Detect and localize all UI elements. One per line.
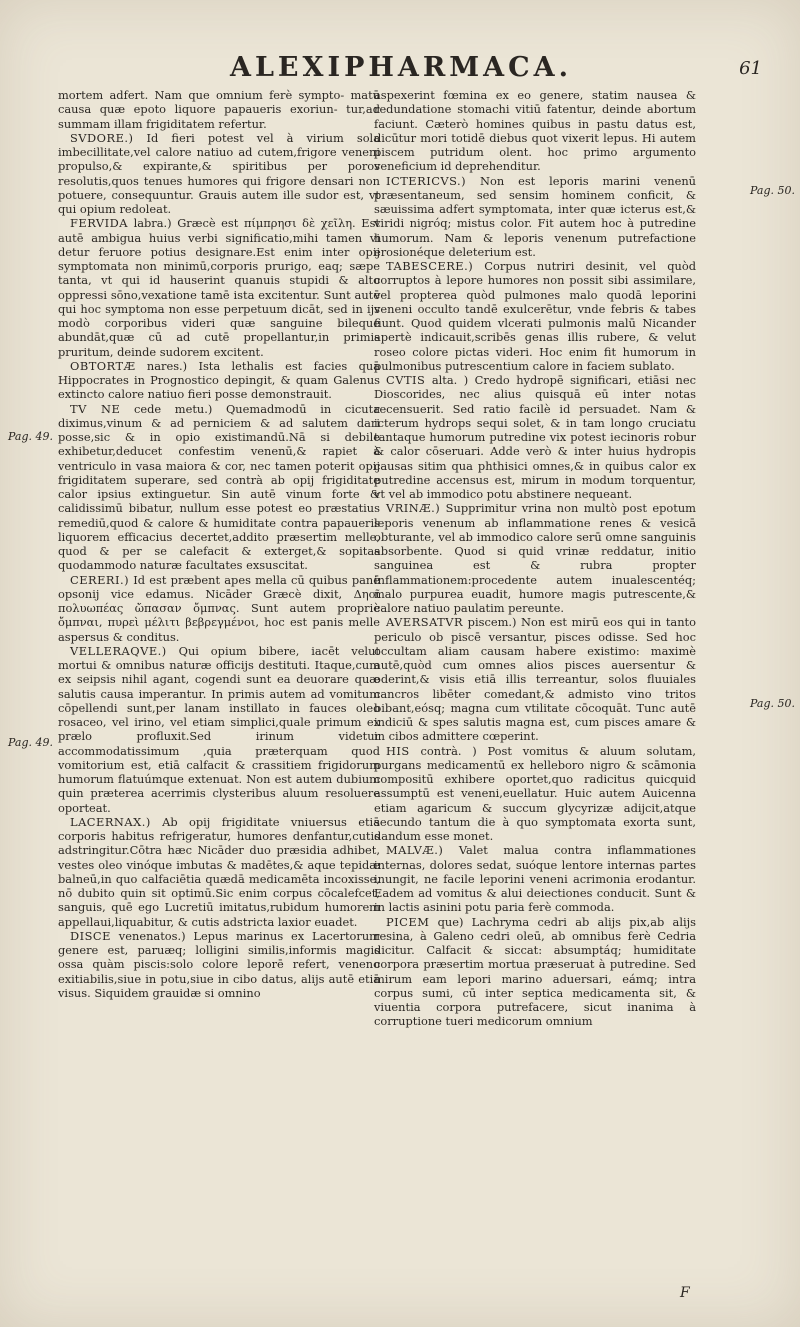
paragraph-text: Ab opij frigiditate vniuersus etiā corporis habitus refrigeratur, humores denfantur,cutis adstringitur.Cōtra hæc Nicāder duo præsidia adhibet, vestes oleo vinóque imbutas & madētes,& aque tepidæ balneū,in quo calfaciētia quædā medicamēta incoxisse, nō dubito quin sit optimū.Sic enim corpus cōcalefcet, sanguis, quē ego Lucretiū imitatus,rubidum humorem appellaui,liquabitur, & cutis adstricta laxior euadet. bbox=[58, 814, 380, 929]
paragraph-text: venenatos.) Lepus marinus ex Lacertorum genere est, paruæq; lolligini similis,informis magis ossa quàm piscis:solo colore leporē refert, veneno exitiabilis,siue in potu,siue in cibo datus, alijs autē etiā visus. Siquidem grauidæ si omnino bbox=[58, 928, 380, 1000]
margin-note-right-1: Pag. 50. bbox=[750, 184, 795, 197]
paragraph-text: piscem.) Non est mirū eos qui in tanto periculo ob piscē versantur, pisces odisse. Sed hoc occultam aliam causam habere existimo: maximè autē,quòd cum omnes alios pisces auersentur & oderint,& visis etiā illis terreantur, solos fluuiales cancros libēter comedant,& admisto vino tritos bibant,eósq; magna cum vtilitate cōcoquāt. Tunc autē indiciū & spes salutis magna est, cum pisces amare & in cibos admittere cœperint. bbox=[374, 615, 696, 744]
paragraph-text: Supprimitur vrina non multò post epotum leporis venenum ab inflammatione renes & vesicā obturante, vel ab immodico calore serū omne sanguinis absorbente. Quod si quid vrinæ reddatur, initio sanguinea est & rubra propter inflammationem:procedente autem inualescentéq; malo purpurea euadit, humore magis putrescente,& calore natiuo paulatim pereunte. bbox=[374, 501, 696, 615]
lemma: VRINÆ.) bbox=[386, 501, 441, 516]
paragraph bbox=[374, 373, 696, 501]
margin-note-right-2: Pag. 50. bbox=[750, 697, 795, 710]
page-header bbox=[0, 52, 800, 88]
paragraph-text: aspexerint fœmina ex eo genere, statim nausea & redundatione stomachi vitiū fatentur, deinde abortum faciunt. Cæterò homines quibus in pastu datus est, dicūtur mori totidē diebus quot vixerit lepus. Hi autem piscem putridum olent. hoc primo argumento veneficium id deprehenditur. bbox=[374, 88, 696, 174]
paragraph-text: mortem adfert. Nam que omnium ferè sympto- matū causa quæ epoto liquore papaueris exoriun- tur,ad summam illam frigiditatem refertur. bbox=[58, 88, 380, 131]
paragraph-text: que) Lachryma cedri ab alijs pix,ab alijs resina, à Galeno cedri oleū, ab omnibus ferè Cedria dicitur. Calfacit & siccat: absumptáq; humiditate corpora præsertim mortua præseruat à putredine. Sed mirum eam lepori marino aduersari, eámq; intra corpus sumi, cū inter septica medicamenta sit, & viuentia corpora putrefacere, sicut inanima à corruptione tueri medicorum omnium bbox=[374, 914, 696, 1029]
lemma: ICTERICVS.) bbox=[386, 173, 467, 188]
paragraph bbox=[58, 815, 380, 929]
lemma: FERVIDA bbox=[70, 216, 128, 231]
lemma: LACERNAX.) bbox=[70, 814, 151, 829]
signature-mark: F bbox=[680, 1285, 690, 1301]
paragraph-text: labra.) Græcè est πίμπρησι δὲ χεῖλη. Est autē ambigua huius verbi significatio,mihi tamen vi detur feruore potius designare.Est enim inter opij symptomata non minimū,corporis prurigo, eaq; sæpe tanta, vt qui id hauserint quanuis stupidi & alto oppressi sōno,vexatione tamē ista excitentur. Sunt autē qui hoc symptoma non esse perpetuum dicāt, sed in ijs modò corporibus videri quæ sanguine bileque abundāt,quæ cū ad cutē propellantur,in primis pruritum, deinde sudorem excitent. bbox=[58, 216, 380, 359]
paragraph-text: Qui opium bibere, iacēt velut mortui & omnibus naturæ officijs destituti. Itaque,cum ex seipsis nihil agant, cogendi sunt ea deuorare quæ salutis causa imperantur. In primis autem ad vomitum cōpellendi sunt,per lanam instillato in fauces oleo rosaceo, vel irino, vel etiam simplici,quale primum ex prælo profluxit.Sed irinum videtur accommodatissimum ,quia præterquam quod vomitorium est, etiā calfacit & crassitiem frigidorum humorum flatuúmque extenuat. Non est autem dubium quin præterea acerrimis clysteribus aluum resoluere oporteat. bbox=[58, 643, 380, 815]
paragraph bbox=[58, 88, 380, 131]
paragraph bbox=[58, 929, 380, 1000]
paragraph-text: Corpus nutriri desinit, vel quòd corruptos à lepore humores non possit sibi assimilare, vel propterea quòd pulmones malo quodā leporini veneni occulto tandē exulcerētur, vnde febris & tabes fiunt. Quod quidem vlcerati pulmonis malū Nicander apertè indicauit,scribēs genas illis rubere, & velut roseo colore pictas videri. Hoc enim fit humorum in pulmonibus putrescentium calore in faciem sublato. bbox=[374, 259, 696, 373]
paragraph-text: nares.) Ista lethalis est facies quā Hippocrates in Prognostico depingit, & quam Galenus extincto calore natiuo fieri posse demonstrauit. bbox=[58, 358, 380, 402]
lemma: PICEM bbox=[386, 914, 430, 929]
paragraph bbox=[58, 359, 380, 402]
paragraph-text: Id est præbent apes mella cū quibus panē opsonij vice edamus. Nicāder Græcè dixit, Δηοῖ πολυωπέας ὤπασαν ὄμπνας. Sunt autem propriè ὄμπναι, πυρεὶ μέλιτι βεβρεγμένοι, hoc est panis melle aspersus & conditus. bbox=[58, 572, 380, 644]
lemma: TABESCERE.) bbox=[386, 259, 474, 273]
paragraph bbox=[58, 216, 380, 359]
lemma: MALVÆ.) bbox=[386, 843, 444, 858]
paragraph bbox=[58, 573, 380, 644]
paragraph-text: Id fieri potest vel à virium sola imbecillitate,vel calore natiuo ad cutem,frigore veneni propulso,& expirante,& spiritibus per poros resolutis,quos tenues humores qui frigore densari non potuere, consequuntur. Grauis autem ille sudor est, vt qui opium redoleat. bbox=[58, 130, 380, 216]
left-column bbox=[58, 88, 380, 1000]
paragraph bbox=[374, 174, 696, 260]
lemma: TV NE bbox=[70, 401, 121, 416]
lemma: OBTORTÆ bbox=[70, 358, 136, 373]
paragraph bbox=[374, 744, 696, 844]
paragraph-text: Non est leporis marini venenū præsentaneum, sed sensim hominem conficit, & sæuissima adfert symptomata, inter quæ icterus est,& viridi nigróq; mistus color. Fit autem hoc à putredine humorum. Nam & leporis venenum putrefactione erosionéque deleterium est. bbox=[374, 173, 696, 259]
lemma: VELLERAQVE.) bbox=[70, 643, 167, 658]
lemma: CERERI.) bbox=[70, 572, 130, 587]
paragraph bbox=[374, 615, 696, 743]
paragraph bbox=[58, 131, 380, 217]
lemma: HIS bbox=[386, 743, 410, 758]
paragraph bbox=[374, 501, 696, 615]
lemma: DISCE bbox=[70, 928, 111, 943]
paragraph bbox=[374, 259, 696, 373]
lemma: AVERSATVR bbox=[386, 615, 464, 630]
paragraph-text: cede metu.) Quemadmodū in cicuta diximus,vinum & ad perniciem & ad salutem dari posse,sic & in opio existimandū.Nā si debile exhibetur,deducet confestim venenū,& rapiet à ventriculo in vasa maiora & cor, nec tamen poterit opij frigiditatem superare, sed contrà ab opij frigiditate calor ipsius extinguetur. Sin autē vinum forte & calidissimū bibatur, nullum esse potest eo præstatius remediū,quod & calore & humiditate contra papaueris liquorem efficacius decertet,addito præsertim melle, quod & per se calefacit & exterget,& sopitas quodammodo naturæ facultates exsuscitat. bbox=[58, 401, 380, 573]
paragraph bbox=[374, 915, 696, 1029]
paragraph bbox=[58, 402, 380, 573]
paragraph bbox=[374, 843, 696, 914]
paragraph-text: Valet malua contra inflammationes internas, dolores sedat, suóque lentore internas partes inungit, ne facile leporini veneni acrimonia erodantur. Eadem ad vomitus & alui deiectiones conducit. Sunt & in lactis asinini potu paria ferè commoda. bbox=[374, 843, 696, 915]
running-title: ALEXIPHARMACA. bbox=[230, 52, 572, 83]
paragraph-text: contrà. ) Post vomitus & aluum solutam, purgans medicamentū ex helleboro nigro & scāmonia compositū exhibere oportet,quo radicitus quicquid assumptū est veneni,euellatur. Huic autem Auicenna etiam agaricum & succum glycyrizæ adijcit,atque secundo tantum die à quo symptomata exorta sunt, dandum esse monet. bbox=[374, 743, 696, 843]
paragraph bbox=[374, 88, 696, 174]
paragraph bbox=[58, 644, 380, 815]
lemma: CVTIS bbox=[386, 373, 426, 387]
paragraph-text: alta. ) Credo hydropē significari, etiāsi nec Dioscorides, nec alius quisquā eū inter notas recensuerit. Sed ratio facilè id persuadet. Nam & icterum hydrops sequi solet, & in tam longo cruciatu tantaque humorum putredine vix potest iecinoris robur & calor cōseruari. Adde verò & inter huius hydropis causas sitim qua phthisici omnes,& in quibus calor ex putredine accensus est, mirum in modum torquentur, vt vel ab immodico potu abstinere nequeant. bbox=[374, 373, 696, 501]
lemma: SVDORE.) bbox=[70, 130, 134, 145]
margin-note-left-1: Pag. 49. bbox=[8, 430, 53, 443]
page-number: 61 bbox=[739, 58, 762, 79]
margin-note-left-2: Pag. 49. bbox=[8, 736, 53, 749]
right-column bbox=[374, 88, 696, 1029]
